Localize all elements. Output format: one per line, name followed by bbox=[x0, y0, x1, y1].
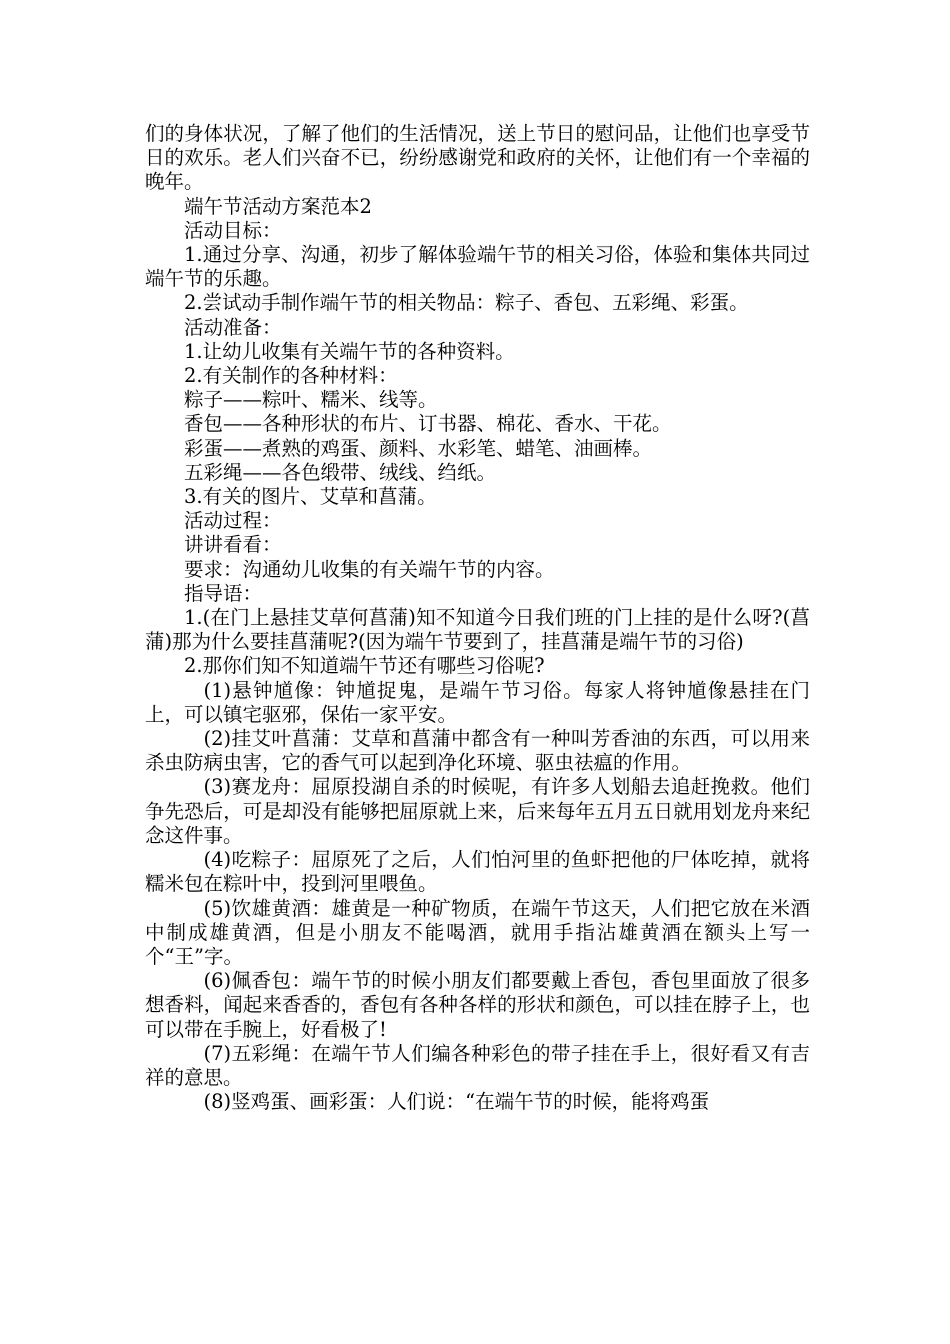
heading-activity-process: 活动过程： bbox=[184, 509, 282, 533]
custom-item-2: (2)挂艾叶菖蒲：艾草和菖蒲中都含有一种叫芳香油的东西，可以用来杀虫防病虫害，它的香气可以起到净化环境、驱虫祛瘟的作用。 bbox=[145, 727, 810, 775]
custom-item-3: (3)赛龙舟：屈原投湖自杀的时候呢，有许多人划船去追赶挽救。他们争先恐后，可是却没有能够把屈原就上来，后来每年五月五日就用划龙舟来纪念这件事。 bbox=[145, 775, 810, 847]
heading-activity-preparation: 活动准备： bbox=[184, 315, 282, 339]
custom-item-5: (5)饮雄黄酒：雄黄是一种矿物质，在端午节这天，人们把它放在米酒中制成雄黄酒，但是小朋友不能喝酒，就用手指沾雄黄酒在额头上写一个“王”字。 bbox=[145, 896, 810, 968]
custom-item-7: (7)五彩绳：在端午节人们编各种彩色的带子挂在手上，很好看又有吉祥的意思。 bbox=[145, 1041, 810, 1089]
requirement-text: 要求：沟通幼儿收集的有关端午节的内容。 bbox=[184, 557, 555, 581]
preparation-item-3: 3.有关的图片、艾草和菖蒲。 bbox=[184, 485, 437, 509]
material-five-color-rope: 五彩绳——各色缎带、绒线、绉纸。 bbox=[184, 460, 497, 484]
guidance-item-2: 2.那你们知不知道端午节还有哪些习俗呢? bbox=[184, 654, 545, 678]
subheading-guidance: 指导语： bbox=[184, 581, 263, 605]
paragraph-continuation: 们的身体状况，了解了他们的生活情况，送上节日的慰问品，让他们也享受节日的欢乐。老人们兴奋不已，纷纷感谢党和政府的关怀，让他们有一个幸福的晚年。 bbox=[145, 122, 810, 194]
heading-activity-goals: 活动目标： bbox=[184, 218, 282, 242]
goal-item-1: 1.通过分享、沟通，初步了解体验端午节的相关习俗，体验和集体共同过端午节的乐趣。 bbox=[145, 243, 810, 291]
section-title: 端午节活动方案范本2 bbox=[184, 194, 372, 218]
custom-item-1: (1)悬钟馗像：钟馗捉鬼，是端午节习俗。每家人将钟馗像悬挂在门上，可以镇宅驱邪，保佑一家平安。 bbox=[145, 678, 810, 726]
preparation-item-2: 2.有关制作的各种材料： bbox=[184, 364, 398, 388]
material-sachet: 香包——各种形状的布片、订书器、棉花、香水、干花。 bbox=[184, 412, 672, 436]
guidance-item-1: 1.(在门上悬挂艾草何菖蒲)知不知道今日我们班的门上挂的是什么呀?(菖蒲)那为什么要挂菖蒲呢?(因为端午节要到了，挂菖蒲是端午节的习俗) bbox=[145, 606, 810, 654]
material-painted-egg: 彩蛋——煮熟的鸡蛋、颜料、水彩笔、蜡笔、油画棒。 bbox=[184, 436, 653, 460]
goal-item-2: 2.尝试动手制作端午节的相关物品：粽子、香包、五彩绳、彩蛋。 bbox=[184, 291, 749, 315]
document-body bbox=[145, 122, 810, 1114]
subheading-talk-and-look: 讲讲看看： bbox=[184, 533, 282, 557]
material-zongzi: 粽子——粽叶、糯米、线等。 bbox=[184, 388, 438, 412]
custom-item-4: (4)吃粽子：屈原死了之后，人们怕河里的鱼虾把他的尸体吃掉，就将糯米包在粽叶中，投到河里喂鱼。 bbox=[145, 848, 810, 896]
custom-item-6: (6)佩香包：端午节的时候小朋友们都要戴上香包，香包里面放了很多想香料，闻起来香香的，香包有各种各样的形状和颜色，可以挂在脖子上，也可以带在手腕上，好看极了! bbox=[145, 969, 810, 1041]
preparation-item-1: 1.让幼儿收集有关端午节的各种资料。 bbox=[184, 339, 515, 363]
custom-item-8: (8)竖鸡蛋、画彩蛋：人们说：“在端午节的时候，能将鸡蛋 bbox=[203, 1090, 710, 1114]
